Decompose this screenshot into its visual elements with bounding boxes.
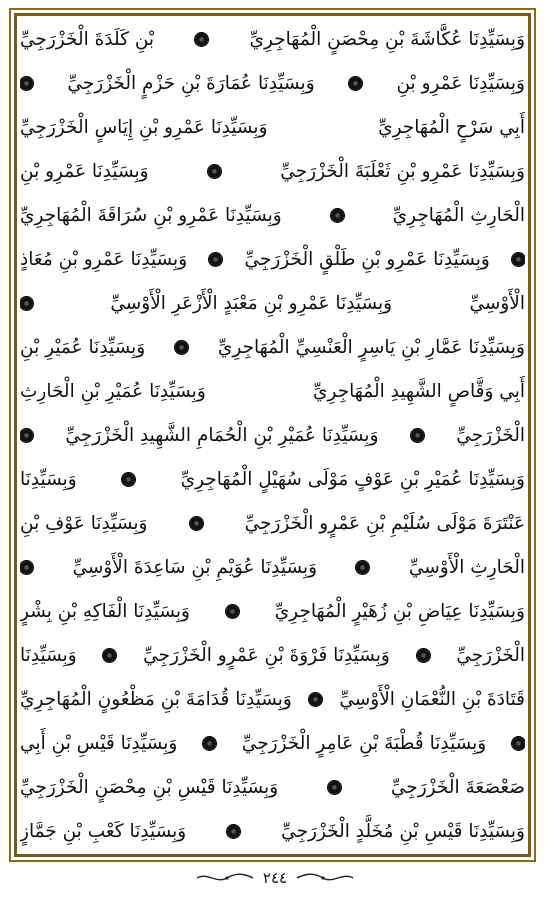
flower-separator-icon	[203, 737, 216, 750]
text-line	[20, 592, 525, 630]
text-line	[20, 460, 525, 498]
text-segment: وَبِسَيِّدِنَا عُمَيْرِ بْنِ الْحُمَامِ الشَّهِيدِ الْخَزْرَجِيِّ	[65, 424, 379, 446]
text-line	[20, 504, 525, 542]
text-segment: وَبِسَيِّدِنَا عَمْرِو بْنِ	[396, 72, 525, 94]
text-segment: وَبِسَيِّدِنَا عَمْرِو بْنِ مُعَاذٍ	[20, 248, 188, 270]
text-segment: الْخَزْرَجِيِّ	[456, 424, 525, 446]
text-segment: الْحَارِثِ الْأَوْسِيِّ	[408, 556, 525, 578]
text-segment: الْأَوْسِيِّ	[469, 292, 525, 314]
flower-separator-icon	[417, 649, 430, 662]
text-line	[20, 284, 525, 322]
page-footer	[0, 866, 550, 890]
flower-separator-icon	[122, 473, 135, 486]
text-segment: بْنِ كَلَدَةَ الْخَزْرَجِيِّ	[20, 28, 155, 50]
right-swirl-ornament-icon	[295, 870, 355, 886]
text-segment: أَبِي سَرْحٍ الْمُهَاجِرِيِّ	[378, 116, 525, 138]
text-segment: وَبِسَيِّدِنَا عُوَيْمِ بْنِ سَاعِدَةَ الْأَوْسِيِّ	[72, 556, 318, 578]
text-segment: وَبِسَيِّدِنَا قَيْسِ بْنِ مِحْصَنٍ الْخَزْرَجِيِّ	[20, 776, 279, 798]
flower-separator-icon	[209, 253, 222, 266]
text-segment: قَتَادَةَ بْنِ النُّعْمَانِ الْأَوْسِيِّ	[339, 688, 525, 710]
text-line	[20, 196, 525, 234]
flower-separator-icon	[411, 429, 424, 442]
text-line	[20, 108, 525, 146]
text-segment: وَبِسَيِّدِنَا عَمْرِو بْنِ مَعْبَدٍ الْأَزْعَرِ الْأَوْسِيِّ	[110, 292, 393, 314]
text-line	[20, 548, 525, 586]
text-segment: وَبِسَيِّدِنَا عُكَّاشَةَ بْنِ مِحْصَنٍ الْمُهَاجِرِيِّ	[249, 28, 525, 50]
flower-separator-icon	[20, 561, 33, 574]
text-segment: وَبِسَيِّدِنَا عِيَاضِ بْنِ زُهَيْرٍ الْمُهَاجِرِيِّ	[274, 600, 525, 622]
text-segment: وَبِسَيِّدِنَا عَمْرِو بْنِ ثَعْلَبَةَ الْخَزْرَجِيِّ	[280, 160, 525, 182]
text-segment: وَبِسَيِّدِنَا عَوْفِ بْنِ	[20, 512, 148, 534]
text-line	[20, 416, 525, 454]
text-segment: وَبِسَيِّدِنَا عَمْرِو بْنِ إِيَاسٍ الْخَزْرَجِيِّ	[20, 116, 268, 138]
text-segment: وَبِسَيِّدِنَا عَمْرِو بْنِ	[20, 160, 149, 182]
flower-separator-icon	[349, 77, 362, 90]
text-segment: الْخَزْرَجِيِّ	[456, 644, 525, 666]
text-line	[20, 20, 525, 58]
text-segment: أَبِي وَقَّاصٍ الشَّهِيدِ الْمُهَاجِرِيِّ	[313, 380, 525, 402]
flower-separator-icon	[512, 253, 525, 266]
text-segment: الْحَارِثِ الْمُهَاجِرِيِّ	[392, 204, 525, 226]
text-segment: صَعْصَعَةَ الْخَزْرَجِيِّ	[390, 776, 525, 798]
text-segment: وَبِسَيِّدِنَا كَعْبِ بْنِ جَمَّازٍ	[20, 820, 187, 842]
flower-separator-icon	[175, 341, 188, 354]
flower-separator-icon	[227, 825, 240, 838]
text-segment: وَبِسَيِّدِنَا عُمَارَةَ بْنِ حَزْمٍ الْخَزْرَجِيِّ	[67, 72, 315, 94]
text-block	[20, 20, 525, 850]
text-segment: وَبِسَيِّدِنَا قَيْسِ بْنِ أَبِي	[20, 732, 178, 754]
flower-separator-icon	[195, 33, 208, 46]
text-segment: وَبِسَيِّدِنَا فَرْوَةَ بْنِ عَمْرٍو الْخَزْرَجِيِّ	[143, 644, 390, 666]
flower-separator-icon	[190, 517, 203, 530]
text-line	[20, 152, 525, 190]
text-segment: وَبِسَيِّدِنَا عَمْرِو بْنِ سُرَاقَةَ الْمُهَاجِرِيِّ	[20, 204, 282, 226]
text-segment: وَبِسَيِّدِنَا عَمْرِو بْنِ طَلْقٍ الْخَزْرَجِيِّ	[244, 248, 490, 270]
text-line	[20, 328, 525, 366]
flower-separator-icon	[103, 649, 116, 662]
flower-separator-icon	[331, 209, 344, 222]
text-line	[20, 768, 525, 806]
text-segment: وَبِسَيِّدِنَا	[20, 644, 77, 666]
text-line	[20, 372, 525, 410]
flower-separator-icon	[20, 429, 33, 442]
text-segment: وَبِسَيِّدِنَا عُمَيْرِ بْنِ الْحَارِثِ	[20, 380, 206, 402]
flower-separator-icon	[226, 605, 239, 618]
text-line	[20, 64, 525, 102]
text-line	[20, 724, 525, 762]
text-segment: وَبِسَيِّدِنَا عُمَيْرِ بْنِ عَوْفٍ مَوْلَى سُهَيْلٍ الْمُهَاجِرِيِّ	[180, 468, 525, 490]
text-segment: عَنْتَرَةَ مَوْلَى سُلَيْمِ بْنِ عَمْرٍو الْخَزْرَجِيِّ	[244, 512, 525, 534]
flower-separator-icon	[356, 561, 369, 574]
flower-separator-icon	[328, 781, 341, 794]
flower-separator-icon	[208, 165, 221, 178]
text-segment: وَبِسَيِّدِنَا قَيْسِ بْنِ مُخَلَّدٍ الْخَزْرَجِيِّ	[281, 820, 525, 842]
flower-separator-icon	[20, 297, 33, 310]
text-line	[20, 240, 525, 278]
page-number: ٢٤٤	[262, 869, 288, 887]
text-segment: وَبِسَيِّدِنَا عَمَّارِ بْنِ يَاسِرٍ الْعَنْسِيِّ الْمُهَاجِرِيِّ	[217, 336, 525, 358]
left-swirl-ornament-icon	[195, 870, 255, 886]
text-line	[20, 680, 525, 718]
text-segment: وَبِسَيِّدِنَا الْفَاكِهِ بْنِ بِشْرٍ	[20, 600, 190, 622]
flower-separator-icon	[309, 693, 322, 706]
flower-separator-icon	[512, 737, 525, 750]
text-line	[20, 812, 525, 850]
text-line	[20, 636, 525, 674]
flower-separator-icon	[20, 77, 33, 90]
text-segment: وَبِسَيِّدِنَا قُدَامَةَ بْنِ مَظْعُونٍ الْمُهَاجِرِيِّ	[20, 688, 292, 710]
text-segment: وَبِسَيِّدِنَا قُطْبَةَ بْنِ عَامِرٍ الْخَزْرَجِيِّ	[241, 732, 487, 754]
text-segment: وَبِسَيِّدِنَا	[20, 468, 77, 490]
text-segment: وَبِسَيِّدِنَا عُمَيْرِ بْنِ	[20, 336, 146, 358]
